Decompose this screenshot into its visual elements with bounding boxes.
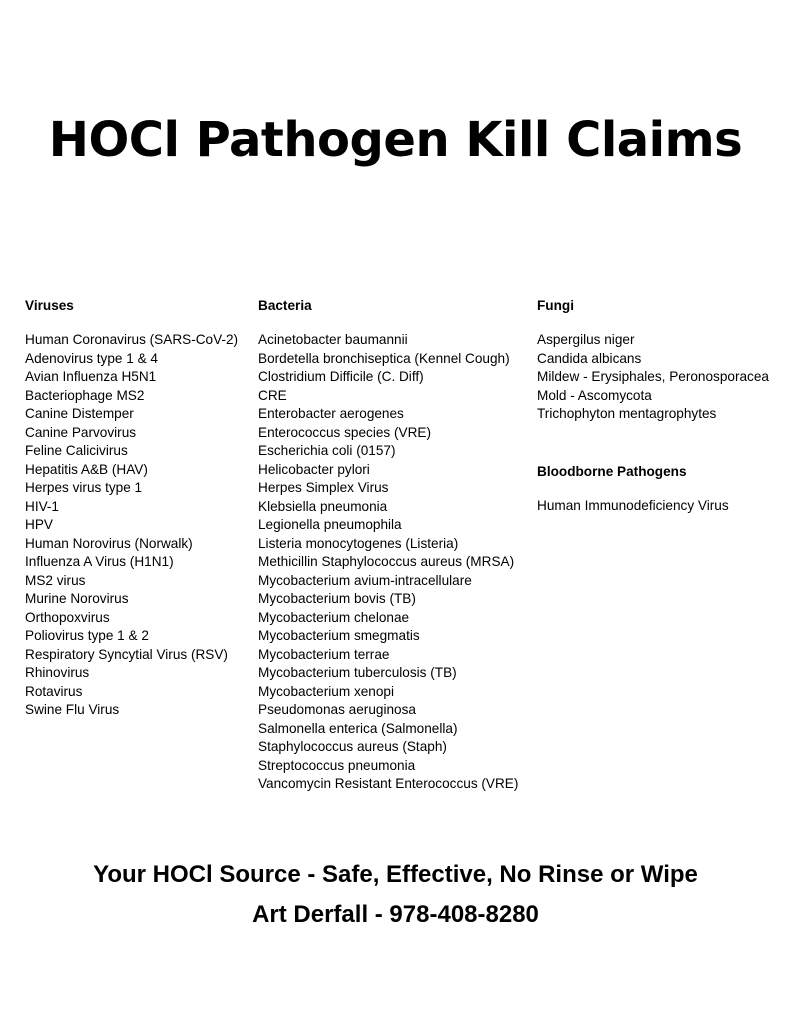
list-item: Rhinovirus bbox=[25, 665, 90, 680]
list-item: Feline Calicivirus bbox=[25, 443, 128, 458]
list-item: Mycobacterium tuberculosis (TB) bbox=[258, 665, 457, 680]
list-item: Enterococcus species (VRE) bbox=[258, 424, 432, 440]
list-item: Human Immunodeficiency Virus bbox=[537, 498, 729, 513]
list-item: Herpes virus type 1 bbox=[25, 480, 143, 495]
fungi-column bbox=[537, 297, 769, 424]
list-item: Candida albicans bbox=[537, 350, 642, 366]
list-item: Mold - Ascomycota bbox=[537, 387, 652, 403]
list-item: Pseudomonas aeruginosa bbox=[258, 702, 416, 717]
bloodborne-section bbox=[537, 463, 729, 516]
bacteria-heading: Bacteria bbox=[258, 298, 312, 313]
list-item: Listeria monocytogenes (Listeria) bbox=[258, 535, 459, 551]
list-item: Avian Influenza H5N1 bbox=[25, 369, 157, 384]
list-item: Swine Flu Virus bbox=[25, 702, 120, 717]
fungi-heading: Fungi bbox=[537, 298, 574, 313]
list-item: Rotavirus bbox=[25, 683, 83, 699]
list-item: Staphylococcus aureus (Staph) bbox=[258, 739, 447, 754]
list-item: Canine Distemper bbox=[25, 406, 134, 421]
viruses-list bbox=[25, 331, 238, 720]
list-item: Legionella pneumophila bbox=[258, 517, 402, 532]
bacteria-list bbox=[258, 331, 518, 794]
list-item: Mycobacterium smegmatis bbox=[258, 628, 420, 643]
footer-tagline: Your HOCl Source - Safe, Effective, No Rinse or Wipe bbox=[93, 861, 698, 888]
list-item: HPV bbox=[25, 517, 53, 532]
list-item: HIV-1 bbox=[25, 498, 59, 514]
list-item: Canine Parvovirus bbox=[25, 424, 137, 440]
list-item: Respiratory Syncytial Virus (RSV) bbox=[25, 646, 228, 662]
list-item: Mycobacterium terrae bbox=[258, 646, 390, 662]
list-item: Enterobacter aerogenes bbox=[258, 406, 404, 421]
page-title: HOCl Pathogen Kill Claims bbox=[48, 112, 743, 168]
list-item: Herpes Simplex Virus bbox=[258, 480, 389, 495]
list-item: Influenza A Virus (H1N1) bbox=[25, 554, 174, 569]
list-item: CRE bbox=[258, 387, 287, 403]
list-item: Bordetella bronchiseptica (Kennel Cough) bbox=[258, 350, 510, 366]
list-item: Mycobacterium bovis (TB) bbox=[258, 591, 416, 606]
list-item: MS2 virus bbox=[25, 572, 86, 588]
list-item: Human Coronavirus (SARS-CoV-2) bbox=[25, 332, 239, 347]
list-item: Streptococcus pneumonia bbox=[258, 757, 416, 773]
list-item: Methicillin Staphylococcus aureus (MRSA) bbox=[258, 554, 515, 569]
list-item: Mildew - Erysiphales, Peronosporacea bbox=[537, 369, 769, 384]
fungi-list bbox=[537, 331, 769, 424]
list-item: Klebsiella pneumonia bbox=[258, 498, 388, 514]
list-item: Murine Norovirus bbox=[25, 591, 129, 606]
viruses-heading: Viruses bbox=[25, 298, 74, 313]
viruses-column bbox=[25, 297, 238, 720]
bloodborne-list bbox=[537, 497, 729, 516]
list-item: Poliovirus type 1 & 2 bbox=[25, 628, 149, 643]
list-item: Bacteriophage MS2 bbox=[25, 387, 145, 403]
footer-contact: Art Derfall - 978-408-8280 bbox=[252, 901, 539, 928]
list-item: Mycobacterium chelonae bbox=[258, 609, 410, 625]
list-item: Trichophyton mentagrophytes bbox=[537, 406, 717, 421]
list-item: Orthopoxvirus bbox=[25, 609, 110, 625]
list-item: Clostridium Difficile (C. Diff) bbox=[258, 369, 424, 384]
bloodborne-heading: Bloodborne Pathogens bbox=[537, 464, 687, 479]
list-item: Mycobacterium xenopi bbox=[258, 683, 394, 699]
bacteria-column bbox=[258, 297, 518, 794]
list-item: Salmonella enterica (Salmonella) bbox=[258, 720, 458, 736]
list-item: Hepatitis A&B (HAV) bbox=[25, 461, 148, 477]
list-item: Acinetobacter baumannii bbox=[258, 332, 408, 347]
list-item: Human Norovirus (Norwalk) bbox=[25, 535, 193, 551]
list-item: Adenovirus type 1 & 4 bbox=[25, 350, 158, 366]
list-item: Aspergilus niger bbox=[537, 332, 635, 347]
list-item: Helicobacter pylori bbox=[258, 461, 370, 477]
list-item: Mycobacterium avium-intracellulare bbox=[258, 572, 472, 588]
list-item: Escherichia coli (0157) bbox=[258, 443, 396, 458]
list-item: Vancomycin Resistant Enterococcus (VRE) bbox=[258, 776, 519, 791]
